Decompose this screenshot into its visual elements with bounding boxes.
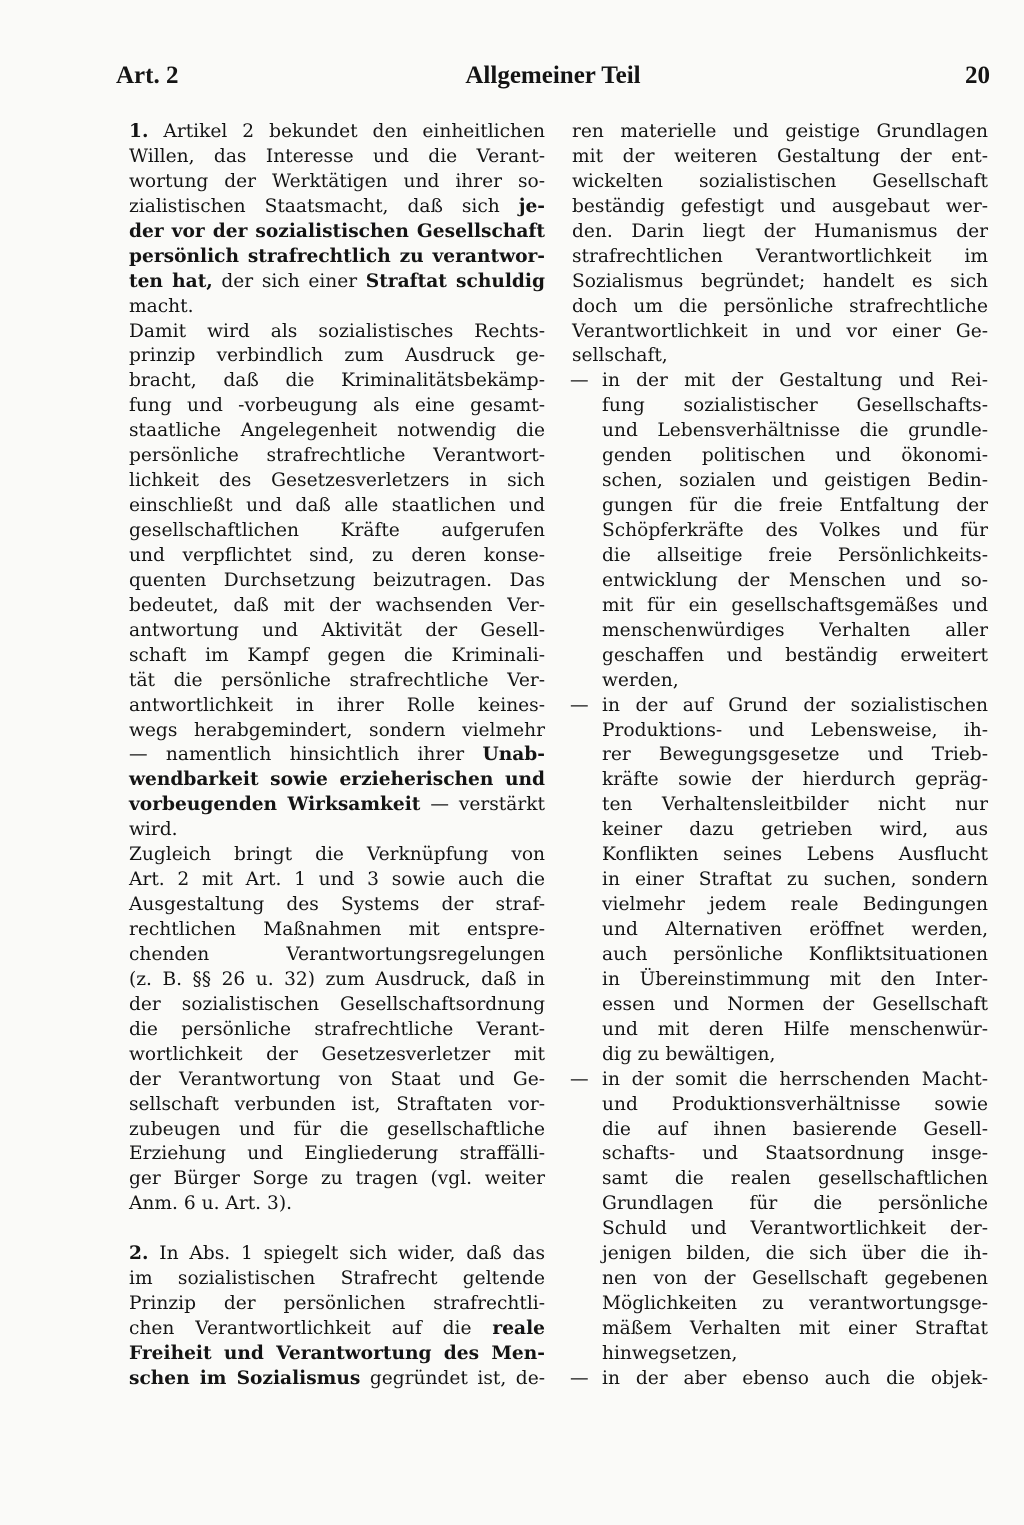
line-text: ren materielle und geistige Grundlagen — [572, 121, 988, 142]
line-text: lichkeit des Gesetzesverletzers in sich — [129, 470, 545, 492]
line-text: — namentlich hinsichtlich ihrer Unab- — [129, 744, 545, 766]
text-line — [572, 868, 988, 893]
line-text: zialistischen Staatsmacht, daß sich je- — [129, 195, 545, 217]
line-text: schaft im Kampf gegen die Kriminali- — [129, 644, 545, 666]
line-text: Anm. 6 u. Art. 3). — [129, 1193, 292, 1215]
text-line — [572, 120, 988, 145]
line-text: nen von der Gesellschaft gegebenen — [602, 1268, 988, 1290]
list-dash: — — [570, 1068, 589, 1090]
text-line — [572, 220, 988, 245]
text-line — [572, 1192, 988, 1217]
line-text: persönlich strafrechtlich zu verantwor- — [129, 245, 545, 267]
text-line — [572, 719, 988, 744]
line-text: genden politischen und ökonomi- — [602, 445, 988, 467]
line-text: vorbeugenden Wirksamkeit — verstärkt — [129, 794, 545, 816]
text-line — [572, 519, 988, 544]
text-line — [129, 1118, 545, 1143]
line-text: Damit wird als sozialistisches Rechts- — [129, 320, 545, 342]
line-text: persönliche strafrechtliche Verantwort- — [129, 445, 545, 467]
text-line — [129, 295, 545, 320]
text-line — [572, 1267, 988, 1292]
text-line — [572, 1292, 988, 1317]
line-text: beständig gefestigt und ausgebaut wer- — [572, 195, 988, 217]
line-text: tät die persönliche strafrechtliche Ver- — [129, 669, 545, 691]
text-line — [572, 444, 988, 469]
line-text: antwortlichkeit in ihrer Rolle keines- — [129, 694, 545, 716]
text-line — [129, 444, 545, 469]
text-line — [129, 943, 545, 968]
line-text: rechtlichen Maßnahmen mit entspre- — [129, 919, 545, 940]
text-line — [129, 320, 545, 345]
line-text: menschenwürdiges Verhalten aller — [602, 619, 988, 641]
line-text: der Verantwortung von Staat und Ge- — [129, 1068, 545, 1090]
text-line — [129, 644, 545, 669]
page-number: 20 — [965, 62, 990, 89]
text-line — [129, 1367, 545, 1392]
text-line — [572, 1317, 988, 1342]
text-line — [572, 295, 988, 320]
text-line — [572, 594, 988, 619]
line-text: wickelten sozialistischen Gesellschaft — [572, 170, 988, 192]
line-text: und Alternativen eröffnet werden, — [602, 919, 988, 940]
text-line — [129, 344, 545, 369]
line-text: Grundlagen für die persönliche — [602, 1193, 988, 1215]
line-text: in der aber ebenso auch die objek- — [602, 1367, 988, 1389]
text-line — [572, 893, 988, 918]
text-line — [572, 145, 988, 170]
line-text: Erziehung und Eingliederung straffälli- — [129, 1143, 545, 1165]
text-line — [572, 968, 988, 993]
line-text: Schuld und Verantwortlichkeit der- — [602, 1218, 988, 1240]
line-text: Produktions- und Lebensweise, ih- — [602, 719, 988, 741]
line-text: in einer Straftat zu suchen, sondern — [602, 869, 988, 891]
header-article: Art. 2 — [116, 62, 179, 89]
text-line — [129, 494, 545, 519]
text-line — [129, 145, 545, 170]
text-line — [572, 993, 988, 1018]
text-line — [572, 743, 988, 768]
text-line — [129, 669, 545, 694]
text-line — [129, 1043, 545, 1068]
line-text: Zugleich bringt die Verknüpfung von — [129, 844, 545, 866]
line-text: gesellschaftlichen Kräfte aufgerufen — [129, 520, 545, 541]
text-line — [572, 843, 988, 868]
left-text-column — [129, 120, 545, 1392]
line-text: wortung der Werktätigen und ihrer so- — [129, 170, 545, 192]
line-text: die allseitige freie Persönlichkeits- — [602, 544, 988, 566]
text-line — [572, 644, 988, 669]
text-line — [572, 419, 988, 444]
text-line — [572, 818, 988, 843]
line-text: auch persönliche Konfliktsituationen — [602, 943, 988, 965]
line-text: Verantwortlichkeit in und vor einer Ge- — [572, 320, 988, 342]
line-text: Prinzip der persönlichen strafrechtli- — [129, 1293, 545, 1315]
text-line — [129, 868, 545, 893]
text-line — [572, 918, 988, 943]
line-text: fung sozialistischer Gesellschafts- — [602, 395, 988, 417]
line-text: rer Bewegungsgesetze und Trieb- — [602, 744, 988, 766]
text-line — [129, 768, 545, 793]
text-line — [572, 1242, 988, 1267]
line-text: essen und Normen der Gesellschaft — [602, 993, 988, 1015]
line-text: mäßem Verhalten mit einer Straftat — [602, 1318, 988, 1339]
text-line — [572, 669, 988, 694]
text-line — [129, 1142, 545, 1167]
text-line — [572, 1118, 988, 1143]
line-text: sellschaft, — [572, 345, 668, 367]
line-text: in der mit der Gestaltung und Rei- — [602, 370, 988, 392]
text-line — [572, 544, 988, 569]
line-text: schen im Sozialismus gegründet ist, de- — [129, 1367, 545, 1389]
line-text: wendbarkeit sowie erzieherischen und — [129, 769, 545, 791]
line-text: der vor der sozialistischen Gesellschaft — [129, 220, 545, 242]
line-text: Freiheit und Verantwortung des Men- — [129, 1343, 545, 1364]
text-line — [129, 594, 545, 619]
line-text: ten hat, der sich einer Straftat schuldig — [129, 270, 545, 292]
text-line — [129, 394, 545, 419]
text-line — [129, 1292, 545, 1317]
line-text: strafrechtlichen Verantwortlichkeit im — [572, 245, 988, 267]
line-text: Willen, das Interesse und die Verant- — [129, 145, 545, 167]
line-text: geschaffen und beständig erweitert — [602, 644, 988, 666]
line-text: werden, — [602, 669, 679, 691]
text-line — [572, 245, 988, 270]
line-text: hinwegsetzen, — [602, 1342, 738, 1364]
line-text: wortlichkeit der Gesetzesverletzer mit — [129, 1043, 545, 1065]
line-text: mit der weiteren Gestaltung der ent- — [572, 145, 988, 167]
line-text: 2. In Abs. 1 spiegelt sich wider, daß das — [129, 1243, 545, 1265]
line-text: in der somit die herrschenden Macht- — [602, 1068, 988, 1090]
text-line — [129, 469, 545, 494]
text-line — [572, 1367, 988, 1392]
text-line — [129, 1018, 545, 1043]
line-text: die persönliche strafrechtliche Verant- — [129, 1018, 545, 1040]
text-line — [572, 344, 988, 369]
line-text: fung und -vorbeugung als eine gesamt- — [129, 395, 545, 417]
line-text: dig zu bewältigen, — [602, 1043, 776, 1065]
text-line — [129, 519, 545, 544]
text-line — [129, 968, 545, 993]
line-text: doch um die persönliche strafrechtliche — [572, 295, 988, 317]
text-line — [129, 918, 545, 943]
text-line — [572, 1217, 988, 1242]
text-line — [129, 544, 545, 569]
header-section-title: Allgemeiner Teil — [465, 62, 641, 89]
text-line — [129, 719, 545, 744]
text-line — [129, 270, 545, 295]
line-text: der sozialistischen Gesellschaftsordnung — [129, 993, 545, 1015]
text-line — [129, 743, 545, 768]
line-text: und mit deren Hilfe menschenwür- — [602, 1018, 988, 1040]
line-text: staatliche Angelegenheit notwendig die — [129, 420, 545, 442]
text-line — [572, 793, 988, 818]
line-text: Sozialismus begründet; handelt es sich — [572, 270, 988, 292]
text-line — [572, 195, 988, 220]
line-text: in Übereinstimmung mit den Inter- — [602, 968, 988, 990]
text-line — [129, 1317, 545, 1342]
line-text: wegs herabgemindert, sondern vielmehr — [129, 719, 545, 741]
text-line — [572, 1142, 988, 1167]
line-text: chen Verantwortlichkeit auf die reale — [129, 1318, 545, 1340]
line-text: (z. B. §§ 26 u. 32) zum Ausdruck, daß in — [129, 968, 545, 990]
line-text: bedeutet, daß mit der wachsenden Ver- — [129, 594, 545, 616]
text-line — [572, 768, 988, 793]
line-text: im sozialistischen Strafrecht geltende — [129, 1268, 545, 1290]
text-line — [129, 369, 545, 394]
text-line — [572, 619, 988, 644]
list-dash: — — [570, 1367, 589, 1389]
line-text: ger Bürger Sorge zu tragen (vgl. weiter — [129, 1168, 545, 1190]
text-line — [129, 843, 545, 868]
text-line — [129, 195, 545, 220]
text-line — [572, 270, 988, 295]
text-line — [572, 1018, 988, 1043]
line-text: sellschaft verbunden ist, Straftaten vor- — [129, 1093, 545, 1115]
text-line — [572, 394, 988, 419]
text-line — [572, 494, 988, 519]
line-text: schafts- und Staatsordnung insge- — [602, 1143, 988, 1165]
line-text: Möglichkeiten zu verantwortungsge- — [602, 1293, 988, 1315]
text-line — [572, 1342, 988, 1367]
line-text: mit für ein gesellschaftsgemäßes und — [602, 594, 988, 616]
line-text: quenten Durchsetzung beizutragen. Das — [129, 569, 545, 591]
text-line — [572, 943, 988, 968]
text-line — [572, 1093, 988, 1118]
line-text: und Lebensverhältnisse die grundle- — [602, 420, 988, 442]
text-line — [129, 1242, 545, 1267]
text-line — [572, 369, 988, 394]
line-text: gungen für die freie Entfaltung der — [602, 495, 988, 517]
line-text: ten Verhaltensleitbilder nicht nur — [602, 794, 988, 816]
line-text: prinzip verbindlich zum Ausdruck ge- — [129, 345, 545, 367]
text-line — [129, 1192, 545, 1217]
line-text: vielmehr jedem reale Bedingungen — [602, 894, 988, 916]
line-text: kräfte sowie der hierdurch gepräg- — [602, 769, 988, 791]
text-line — [572, 1167, 988, 1192]
line-text: bracht, daß die Kriminalitätsbekämp- — [129, 370, 545, 392]
line-text: den. Darin liegt der Humanismus der — [572, 220, 988, 242]
text-line — [129, 245, 545, 270]
text-line — [129, 1267, 545, 1292]
line-text: und Produktionsverhältnisse sowie — [602, 1093, 988, 1115]
right-text-column — [572, 120, 988, 1392]
text-line — [129, 694, 545, 719]
line-text: entwicklung der Menschen und so- — [602, 569, 988, 591]
line-text: in der auf Grund der sozialistischen — [602, 694, 988, 716]
text-line — [129, 818, 545, 843]
list-dash: — — [570, 370, 589, 392]
line-text: macht. — [129, 295, 194, 317]
text-line — [129, 120, 545, 145]
line-text: wird. — [129, 819, 178, 841]
line-text: Schöpferkräfte des Volkes und für — [602, 520, 988, 541]
text-line — [572, 170, 988, 195]
line-text: einschließt und daß alle staatlichen und — [129, 495, 545, 517]
text-line — [129, 1068, 545, 1093]
line-text: schen, sozialen und geistigen Bedin- — [602, 470, 988, 492]
running-header — [116, 62, 990, 102]
text-line — [129, 619, 545, 644]
line-text: Ausgestaltung des Systems der straf- — [129, 894, 545, 916]
line-text: zubeugen und für die gesellschaftliche — [129, 1118, 545, 1140]
line-text: keiner dazu getrieben wird, aus — [602, 819, 988, 841]
text-line — [129, 419, 545, 444]
text-line — [129, 793, 545, 818]
text-line — [572, 320, 988, 345]
text-line — [572, 1043, 988, 1068]
text-line — [572, 694, 988, 719]
line-text: 1. Artikel 2 bekundet den einheitlichen — [129, 121, 545, 142]
text-line — [572, 469, 988, 494]
text-line — [572, 1068, 988, 1093]
text-line — [129, 220, 545, 245]
list-dash: — — [570, 694, 589, 716]
line-text: jenigen bilden, die sich über die ih- — [602, 1243, 988, 1265]
text-line — [129, 170, 545, 195]
text-line — [129, 993, 545, 1018]
line-text: Konflikten seines Lebens Ausflucht — [602, 844, 988, 866]
line-text: und verpflichtet sind, zu deren konse- — [129, 544, 545, 566]
text-line — [129, 893, 545, 918]
text-line — [572, 569, 988, 594]
line-text: chenden Verantwortungsregelungen — [129, 943, 545, 965]
line-text: samt die realen gesellschaftlichen — [602, 1168, 988, 1190]
line-text: Art. 2 mit Art. 1 und 3 sowie auch die — [129, 869, 545, 891]
text-line — [129, 1167, 545, 1192]
line-text: antwortung und Aktivität der Gesell- — [129, 619, 545, 641]
text-line — [129, 1342, 545, 1367]
text-line — [129, 1093, 545, 1118]
text-line — [129, 569, 545, 594]
line-text: die auf ihnen basierende Gesell- — [602, 1118, 988, 1140]
